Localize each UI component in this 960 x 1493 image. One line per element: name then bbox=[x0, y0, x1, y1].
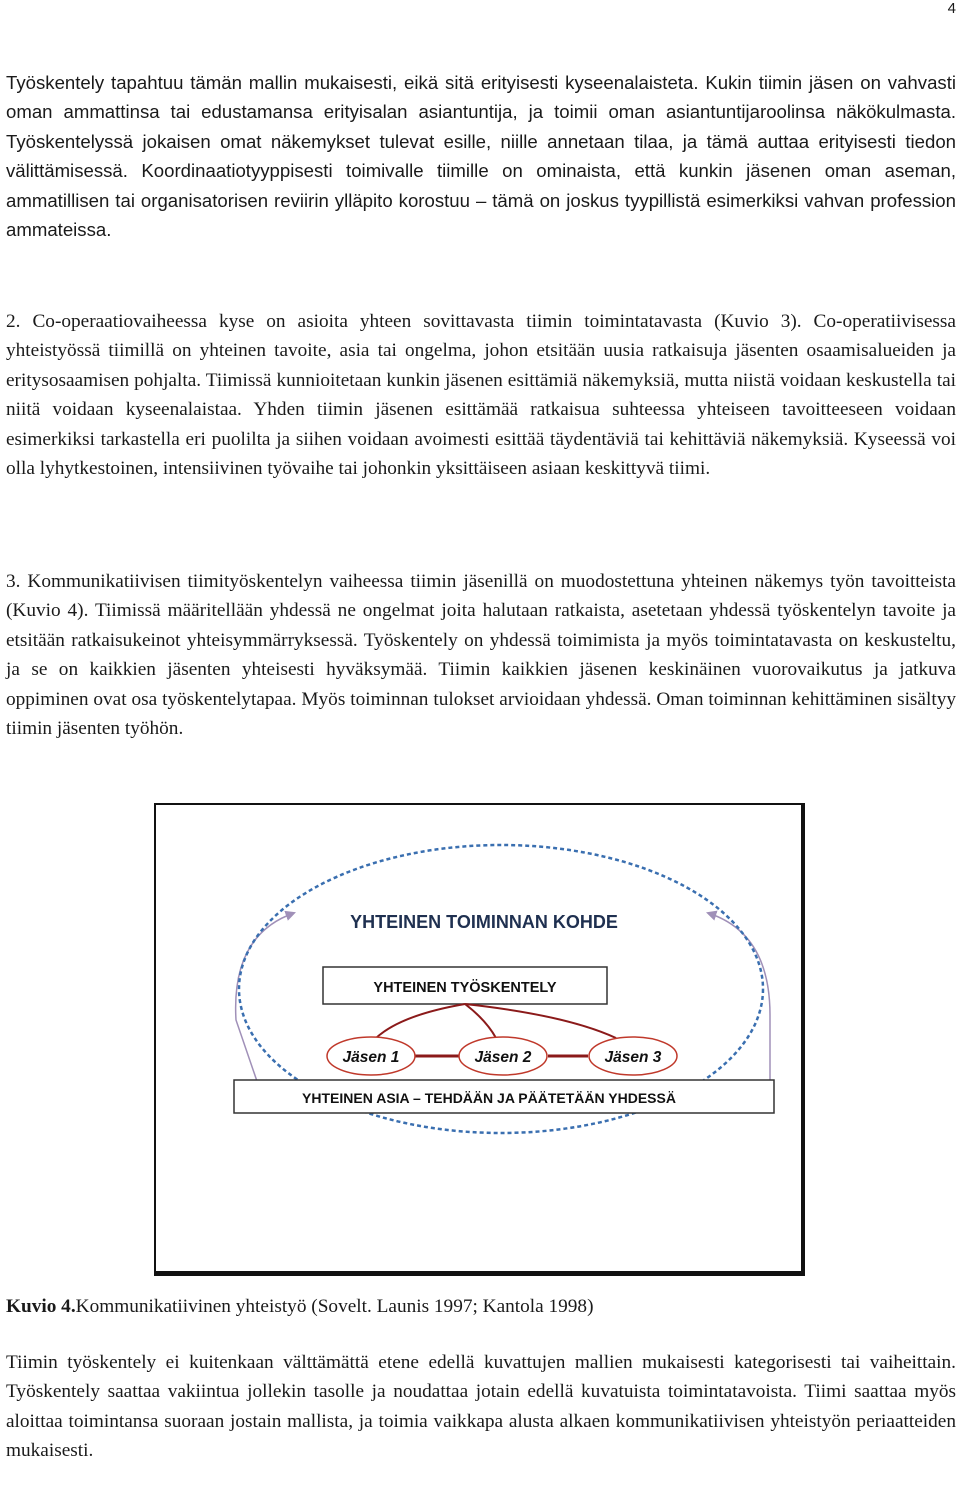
diagram-svg bbox=[156, 805, 801, 1271]
connector-arc-member3 bbox=[465, 1004, 616, 1038]
member-3-label: Jäsen 3 bbox=[604, 1049, 662, 1066]
paragraph-cooperation: 2. Co-operaatiovaiheessa kyse on asioita yhteen sovittavasta tiimin toimintatavasta (Kuvio 3). Co-operatiivisessa yhteistyössä tiimillä on yhteinen tavoite, asia tai ongelma, johon etsitään uusia ratkaisuja jäsenten osaamisalueiden ja eritysosaamisen pohjalta. Tiimissä kunnioitetaan kunkin jäsenen esittämiä näkemyksiä, mutta niistä voidaan keskustella tai niitä voidaan kyseenalaistaa. Yhden tiimin jäsenen esittämää ratkaisua suhteessa yhteiseen tavoitteeseen voidaan esimerkiksi tarkastella eri puolilta ja siihen voidaan avoimesti esittää täydentäviä tai kehittäviä näkemyksiä. Kyseessä voi olla lyhytkestoinen, intensiivinen työvaihe tai johonkin yksittäiseen asiaan keskittyvä tiimi. bbox=[6, 311, 956, 480]
connector-arc-member2 bbox=[465, 1004, 496, 1038]
left-curved-arrow bbox=[236, 913, 294, 1090]
paragraph-coordination: Työskentely tapahtuu tämän mallin mukaisesti, eikä sitä erityisesti kyseenalaisteta. Kukin tiimin jäsen on vahvasti oman ammattinsa tai edustamansa erityisalan asiantuntija, ja toimii oman asiantuntijaroolinsa näkökulmasta. Työskentelyssä jokaisen omat näkemykset tulevat esille, niille annetaan tilaa, ja tämä auttaa erityisesti tiedon välittämisessä. Koordinaatiotyyppisesti toimivalle tiimille on ominaista, että kunkin jäsenen oman aseman, ammatillisen tai organisatorisen reviirin ylläpito korostuu – tämä on joskus tyypillistä esimerkiksi vahvan profession ammateissa. bbox=[6, 72, 956, 241]
shared-work-label: YHTEINEN TYÖSKENTELY bbox=[373, 980, 557, 996]
caption-text: Kommunikatiivinen yhteistyö (Sovelt. Launis 1997; Kantola 1998) bbox=[75, 1296, 594, 1317]
connector-arc-member1 bbox=[376, 1004, 465, 1038]
shared-matter-label: YHTEINEN ASIA – TEHDÄÄN JA PÄÄTETÄÄN YHDESSÄ bbox=[302, 1090, 676, 1106]
caption-label: Kuvio 4. bbox=[6, 1296, 76, 1317]
page-number: 4 bbox=[947, 0, 956, 17]
paragraph-conclusion: Tiimin työskentely ei kuitenkaan välttämättä etene edellä kuvattujen mallien mukaisesti kategorisesti tai vaiheittain. Työskentely saattaa vakiintua jollekin tasolle ja noudattaa jotain edellä kuvatuista toimintatavoista. Tiimi saattaa myös aloittaa toimintansa suoraan jostain mallista, ja toimia vaikkapa alusta alkaen kommunikatiivisen yhteistyön periaatteiden mukaisesti. bbox=[6, 1352, 956, 1462]
shared-object-label: YHTEINEN TOIMINNAN KOHDE bbox=[350, 912, 618, 932]
paragraph-communicative: 3. Kommunikatiivisen tiimityöskentelyn vaiheessa tiimin jäsenillä on muodostettuna yhteinen näkemys työn tavoitteista (Kuvio 4). Tiimissä määritellään yhdessä ne ongelmat joita halutaan ratkaista, asetetaan yhdessä työskentelyn tavoite ja etsitään ratkaisukeinot yhteisymmärryksessä. Työskentely on yhdessä toimimista ja myös toimintatavasta on keskusteltu, ja se on kaikkien jäsenten yhteisesti hyväksymää. Tiimin kaikkien jäsenen keskinäinen vuorovaikutus ja jatkuva oppiminen ovat osa työskentelytapaa. Myös toiminnan tulokset arvioidaan yhdessä. Oman toiminnan kehittäminen sisältyy tiimin jäsenten työhön. bbox=[6, 571, 956, 740]
figure-communicative-cooperation bbox=[154, 803, 805, 1276]
figure-caption bbox=[6, 1294, 594, 1320]
member-1-label: Jäsen 1 bbox=[342, 1049, 400, 1066]
member-2-label: Jäsen 2 bbox=[474, 1049, 532, 1066]
